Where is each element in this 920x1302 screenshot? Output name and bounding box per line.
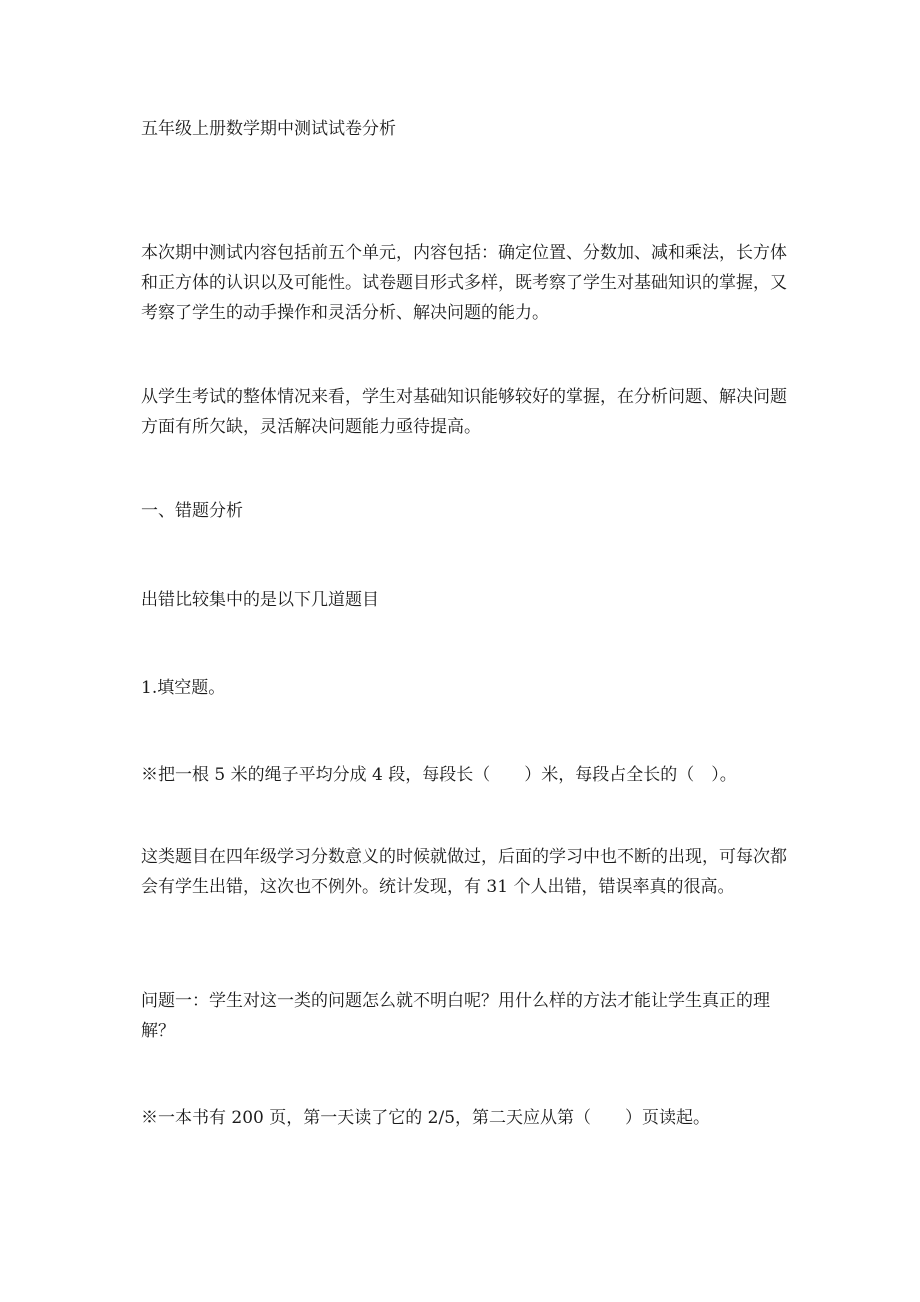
question-book-pages: ※一本书有 200 页，第一天读了它的 2/5，第二天应从第（ ）页读起。 [141,1108,711,1128]
question-rope: ※把一根 5 米的绳子平均分成 4 段，每段长（ ）米，每段占全长的（ ）。 [141,765,737,785]
paragraph-question-one: 问题一：学生对这一类的问题怎么就不明白呢？用什么样的方法才能让学生真正的理解？ [141,991,770,1041]
document-title: 五年级上册数学期中测试试卷分析 [141,119,396,139]
section-heading-error-analysis: 一、错题分析 [141,501,243,521]
paragraph-overall-situation: 从学生考试的整体情况来看，学生对基础知识能够较好的掌握，在分析问题、解决问题方面有所欠缺，灵活解决问题能力亟待提高。 [141,387,787,437]
question-type-fill-blank: 1.填空题。 [141,678,226,698]
paragraph-error-statistics: 这类题目在四年级学习分数意义的时候就做过，后面的学习中也不断的出现，可每次都会有学生出错，这次也不例外。统计发现，有 31 个人出错，错误率真的很高。 [141,847,787,897]
paragraph-error-intro: 出错比较集中的是以下几道题目 [141,590,379,610]
paragraph-test-content: 本次期中测试内容包括前五个单元，内容包括：确定位置、分数加、减和乘法，长方体和正方体的认识以及可能性。试卷题目形式多样，既考察了学生对基础知识的掌握，又考察了学生的动手操作和灵活分析、解决问题的能力。 [141,243,787,323]
